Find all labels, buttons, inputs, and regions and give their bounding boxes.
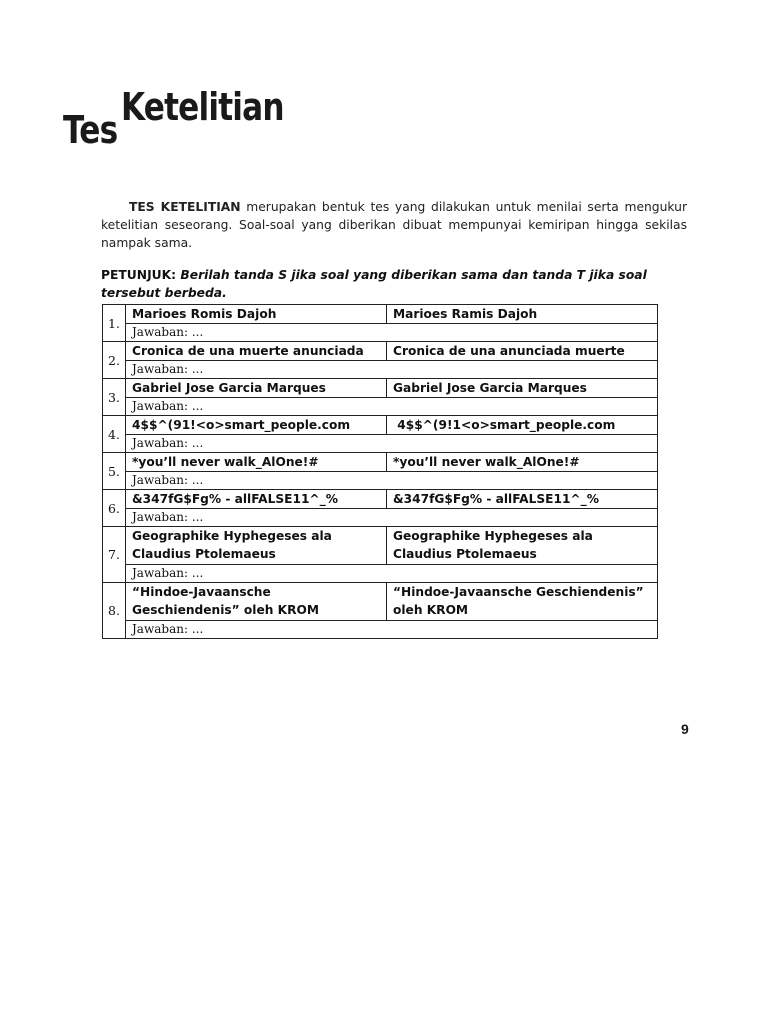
answer-row bbox=[103, 472, 658, 490]
question-text-a: Marioes Romis Dajoh bbox=[126, 305, 387, 324]
question-row bbox=[103, 379, 658, 398]
answer-field[interactable]: Jawaban: ... bbox=[126, 324, 658, 342]
question-number: 5. bbox=[103, 453, 126, 490]
answer-row bbox=[103, 361, 658, 379]
question-row bbox=[103, 342, 658, 361]
question-text-b: Marioes Ramis Dajoh bbox=[387, 305, 658, 324]
instruction-text: Berilah tanda S jika soal yang diberikan sama dan tanda T jika soal tersebut berbeda. bbox=[101, 268, 647, 300]
instruction bbox=[101, 266, 691, 302]
question-row bbox=[103, 583, 658, 621]
question-text-a: *you’ll never walk_AlOne!# bbox=[126, 453, 387, 472]
question-text-b: Geographike Hyphegeses ala Claudius Ptolemaeus bbox=[387, 527, 658, 565]
question-text-a: 4$$^(91!<o>smart_people.com bbox=[126, 416, 387, 435]
question-text-b: 4$$^(9!1<o>smart_people.com bbox=[387, 416, 658, 435]
answer-field[interactable]: Jawaban: ... bbox=[126, 398, 658, 416]
question-text-b: Cronica de una anunciada muerte bbox=[387, 342, 658, 361]
question-number: 1. bbox=[103, 305, 126, 342]
answer-field[interactable]: Jawaban: ... bbox=[126, 565, 658, 583]
answer-field[interactable]: Jawaban: ... bbox=[126, 509, 658, 527]
answer-row bbox=[103, 398, 658, 416]
question-text-b: *you’ll never walk_AlOne!# bbox=[387, 453, 658, 472]
question-number: 7. bbox=[103, 527, 126, 583]
question-number: 8. bbox=[103, 583, 126, 639]
question-number: 2. bbox=[103, 342, 126, 379]
title-word-ketelitian: Ketelitian bbox=[121, 85, 284, 129]
intro-body: merupakan bentuk tes yang dilakukan untuk menilai serta mengukur ketelitian seseorang. Soal-soal yang diberikan dibuat mempunyai kemiripan hingga sekilas nampak sama. bbox=[101, 200, 688, 250]
instruction-label: PETUNJUK: bbox=[101, 268, 177, 282]
question-text-b: Gabriel Jose Garcia Marques bbox=[387, 379, 658, 398]
answer-row bbox=[103, 324, 658, 342]
answer-row bbox=[103, 435, 658, 453]
question-table bbox=[102, 304, 658, 639]
question-row bbox=[103, 527, 658, 565]
question-number: 3. bbox=[103, 379, 126, 416]
question-text-a: &347fG$Fg% - allFALSE11^_% bbox=[126, 490, 387, 509]
answer-field[interactable]: Jawaban: ... bbox=[126, 621, 658, 639]
answer-field[interactable]: Jawaban: ... bbox=[126, 435, 658, 453]
page-number: 9 bbox=[681, 721, 689, 737]
question-text-a: Cronica de una muerte anunciada bbox=[126, 342, 387, 361]
question-text-a: Gabriel Jose Garcia Marques bbox=[126, 379, 387, 398]
answer-field[interactable]: Jawaban: ... bbox=[126, 472, 658, 490]
answer-row bbox=[103, 565, 658, 583]
question-text-a: “Hindoe-Javaansche Geschiendenis” oleh KROM bbox=[126, 583, 387, 621]
question-row bbox=[103, 416, 658, 435]
intro-lead: TES KETELITIAN bbox=[129, 200, 241, 214]
question-row bbox=[103, 305, 658, 324]
question-row bbox=[103, 490, 658, 509]
question-number: 4. bbox=[103, 416, 126, 453]
answer-row bbox=[103, 621, 658, 639]
intro-paragraph bbox=[101, 198, 687, 252]
answer-field[interactable]: Jawaban: ... bbox=[126, 361, 658, 379]
question-number: 6. bbox=[103, 490, 126, 527]
title-word-tes: Tes bbox=[63, 108, 118, 152]
question-row bbox=[103, 453, 658, 472]
question-text-b: “Hindoe-Javaansche Geschiendenis” oleh KROM bbox=[387, 583, 658, 621]
question-text-a: Geographike Hyphegeses ala Claudius Ptolemaeus bbox=[126, 527, 387, 565]
answer-row bbox=[103, 509, 658, 527]
question-text-b: &347fG$Fg% - allFALSE11^_% bbox=[387, 490, 658, 509]
